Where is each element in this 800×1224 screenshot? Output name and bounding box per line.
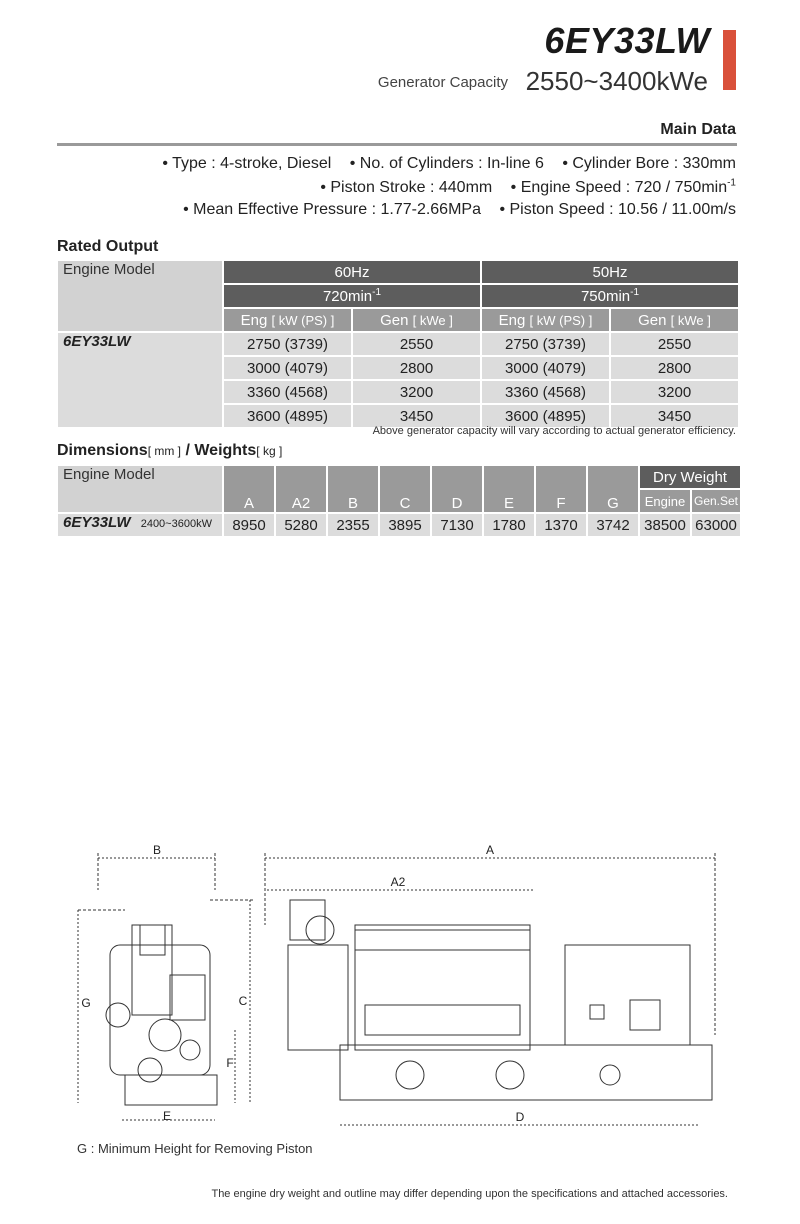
table-cell: 3450 xyxy=(352,404,481,428)
table-cell: 3742 xyxy=(587,513,639,537)
spec-line-1 xyxy=(148,155,736,173)
col-a2: A2 xyxy=(275,465,327,513)
col-b: B xyxy=(327,465,379,513)
spec-cylinders: • No. of Cylinders : In-line 6 xyxy=(349,155,544,172)
divider xyxy=(57,143,737,146)
capacity-label: Generator Capacity xyxy=(377,74,508,91)
table-cell: 2750 (3739) xyxy=(223,332,352,356)
spec-stroke: • Piston Stroke : 440mm xyxy=(320,179,493,197)
col-gen-50: Gen [ kWe ] xyxy=(610,308,739,332)
speed-720: $720\min^{-1}$ xyxy=(223,284,481,308)
table-cell: 2800 xyxy=(352,356,481,380)
accent-bar xyxy=(723,30,736,90)
table-cell: 3360 (4568) xyxy=(223,380,352,404)
table-row xyxy=(57,332,739,356)
table-cell: 3200 xyxy=(610,380,739,404)
footer-note: The engine dry weight and outline may differ depending upon the specifications and attached accessories. xyxy=(211,1188,728,1200)
dim-label-g: G xyxy=(81,996,91,1010)
dry-weight-header: Dry Weight xyxy=(639,465,741,489)
col-g: G xyxy=(587,465,639,513)
table-row xyxy=(57,513,741,537)
col-weight-genset: Gen.Set xyxy=(691,489,741,513)
col-c: C xyxy=(379,465,431,513)
table-cell: 3000 (4079) xyxy=(223,356,352,380)
engine-model-header: Engine Model xyxy=(57,465,223,513)
table-cell: 3360 (4568) xyxy=(481,380,610,404)
table-cell: 2550 xyxy=(352,332,481,356)
engine-model-header: Engine Model xyxy=(57,260,223,332)
table-cell: 3200 xyxy=(352,380,481,404)
table-cell: 3600 (4895) xyxy=(481,404,610,428)
dim-label-b: B xyxy=(152,843,162,857)
table-cell: 3895 xyxy=(379,513,431,537)
freq-60hz: 60Hz xyxy=(223,260,481,284)
col-e: E xyxy=(483,465,535,513)
spec-piston-speed: • Piston Speed : 10.56 / 11.00m/s xyxy=(499,201,736,218)
table-cell: 1370 xyxy=(535,513,587,537)
rated-output-table xyxy=(56,259,740,429)
table-cell: 2800 xyxy=(610,356,739,380)
table-cell: 7130 xyxy=(431,513,483,537)
dim-label-a2: A2 xyxy=(390,875,406,889)
end-view xyxy=(78,843,255,1123)
freq-50hz: 50Hz xyxy=(481,260,739,284)
col-weight-engine: Engine xyxy=(639,489,691,513)
col-d: D xyxy=(431,465,483,513)
main-data-title: Main Data xyxy=(660,121,736,138)
spec-line-3 xyxy=(169,201,736,219)
speed-750: $750\min^{-1}$ xyxy=(481,284,739,308)
table-cell: 2750 (3739) xyxy=(481,332,610,356)
front-view xyxy=(265,843,715,1125)
dim-label-e: E xyxy=(162,1109,172,1123)
table-cell: 2355 xyxy=(327,513,379,537)
page-title: 6EY33LW xyxy=(544,20,710,61)
dim-label-a: A xyxy=(485,843,495,857)
table-cell: 1780 xyxy=(483,513,535,537)
dimensions-title: Dimensions[ mm ] / Weights[ kg ] xyxy=(57,442,283,459)
col-a: A xyxy=(223,465,275,513)
col-gen-60: Gen [ kWe ] xyxy=(352,308,481,332)
spec-bore: • Cylinder Bore : 330mm xyxy=(562,155,736,172)
dimensions-table xyxy=(56,464,742,538)
table-cell: 8950 xyxy=(223,513,275,537)
col-eng-50: Eng [ kW (PS) ] xyxy=(481,308,610,332)
table-cell: 5280 xyxy=(275,513,327,537)
rated-output-title: Rated Output xyxy=(57,238,159,255)
model-cell: 6EY33LW 2400~3600kW xyxy=(57,513,223,537)
dim-label-c: C xyxy=(238,994,248,1008)
capacity-value: 2550~3400kWe xyxy=(525,66,708,96)
piston-note: G : Minimum Height for Removing Piston xyxy=(77,1141,313,1156)
spec-line-2 xyxy=(306,178,736,197)
table-cell: 3000 (4079) xyxy=(481,356,610,380)
spec-engine-speed: • Engine Speed : $720 / 750\min^{-1}$ xyxy=(510,178,736,197)
dim-label-d: D xyxy=(515,1110,525,1124)
dim-label-f: F xyxy=(226,1056,234,1070)
rated-output-note: Above generator capacity will vary according to actual generator efficiency. xyxy=(372,425,736,437)
table-cell: 2550 xyxy=(610,332,739,356)
table-cell: 38500 xyxy=(639,513,691,537)
col-eng-60: Eng [ kW (PS) ] xyxy=(223,308,352,332)
engine-outline-drawing xyxy=(70,835,730,1135)
table-cell: 3450 xyxy=(610,404,739,428)
table-cell: 3600 (4895) xyxy=(223,404,352,428)
spec-mep: • Mean Effective Pressure : 1.77-2.66MPa xyxy=(183,201,481,218)
table-cell: 63000 xyxy=(691,513,741,537)
spec-type: • Type : 4-stroke, Diesel xyxy=(162,155,332,172)
col-f: F xyxy=(535,465,587,513)
model-cell: 6EY33LW xyxy=(57,332,223,428)
